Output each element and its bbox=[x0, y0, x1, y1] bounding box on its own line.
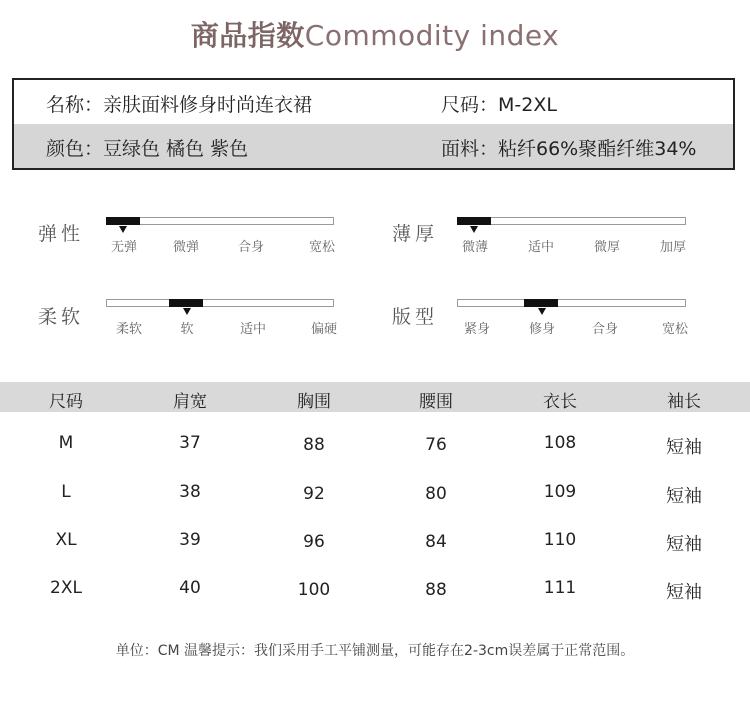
measurement-note: 单位：CM 温馨提示：我们采用手工平铺测量，可能存在2-3cm误差属于正常范围。 bbox=[115, 643, 635, 659]
table-cell-length: 109 bbox=[543, 482, 577, 502]
scale-thickness-label: 加厚 bbox=[659, 240, 687, 255]
scale-fit-label: 合身 bbox=[591, 322, 619, 337]
table-cell-bust: 100 bbox=[297, 580, 331, 600]
table-cell-sleeve: 短袖 bbox=[666, 486, 702, 507]
table-cell-size: XL bbox=[55, 530, 77, 550]
header-size: 尺码 bbox=[49, 392, 83, 412]
scale-thickness-label: 微薄 bbox=[461, 240, 489, 255]
product-info-box bbox=[12, 78, 735, 170]
scale-elasticity-label: 合身 bbox=[237, 240, 265, 255]
table-cell-size: L bbox=[61, 482, 71, 502]
page-title bbox=[0, 14, 750, 54]
info-row-1 bbox=[14, 80, 733, 124]
scale-elasticity-name: 弹性 bbox=[38, 223, 85, 245]
size-table-header bbox=[0, 382, 750, 412]
scale-thickness-bar bbox=[457, 217, 686, 225]
scale-softness-label: 偏硬 bbox=[310, 322, 338, 337]
scale-softness-label: 软 bbox=[180, 322, 194, 337]
scale-thickness-fill bbox=[457, 217, 491, 225]
scale-elasticity-label: 宽松 bbox=[308, 240, 336, 255]
scale-softness-label: 适中 bbox=[239, 322, 267, 337]
scale-softness-label: 柔软 bbox=[115, 322, 143, 337]
title-english: Commodity index bbox=[304, 19, 560, 52]
scale-elasticity-label: 无弹 bbox=[110, 240, 138, 255]
scale-elasticity-marker bbox=[119, 226, 127, 233]
scale-fit-label: 修身 bbox=[528, 322, 556, 337]
table-cell-shoulder: 37 bbox=[179, 433, 201, 453]
table-cell-shoulder: 40 bbox=[179, 578, 201, 598]
header-sleeve: 袖长 bbox=[667, 392, 701, 412]
scale-thickness-name: 薄厚 bbox=[392, 223, 439, 245]
scale-softness-fill bbox=[169, 299, 203, 307]
scale-elasticity-fill bbox=[106, 217, 140, 225]
scale-elasticity-label: 微弹 bbox=[172, 240, 200, 255]
table-cell-bust: 96 bbox=[303, 532, 325, 552]
scale-elasticity-bar bbox=[106, 217, 334, 225]
scale-softness-name: 柔软 bbox=[38, 306, 85, 328]
table-cell-length: 108 bbox=[543, 433, 577, 453]
table-cell-waist: 88 bbox=[425, 580, 447, 600]
scale-thickness-marker bbox=[470, 226, 478, 233]
table-cell-bust: 88 bbox=[303, 435, 325, 455]
table-cell-waist: 76 bbox=[425, 435, 447, 455]
scale-fit-bar bbox=[457, 299, 686, 307]
table-cell-sleeve: 短袖 bbox=[666, 534, 702, 555]
scale-fit-name: 版型 bbox=[392, 306, 439, 328]
table-cell-length: 110 bbox=[543, 530, 577, 550]
product-colors: 颜色：豆绿色 橘色 紫色 bbox=[46, 138, 249, 160]
table-cell-size: M bbox=[58, 433, 74, 453]
table-cell-sleeve: 短袖 bbox=[666, 582, 702, 603]
header-bust: 胸围 bbox=[297, 392, 331, 412]
table-cell-waist: 80 bbox=[425, 484, 447, 504]
scale-thickness-label: 适中 bbox=[527, 240, 555, 255]
table-cell-waist: 84 bbox=[425, 532, 447, 552]
table-cell-size: 2XL bbox=[50, 578, 82, 598]
header-shoulder: 肩宽 bbox=[173, 392, 207, 412]
title-chinese: 商品指数 bbox=[190, 19, 305, 52]
scale-softness-marker bbox=[183, 308, 191, 315]
scale-fit-label: 紧身 bbox=[463, 322, 491, 337]
product-fabric: 面料：粘纤66%聚酯纤维34% bbox=[441, 138, 697, 160]
info-row-2 bbox=[14, 124, 733, 168]
scale-fit-label: 宽松 bbox=[661, 322, 689, 337]
product-name: 名称：亲肤面料修身时尚连衣裙 bbox=[46, 94, 313, 116]
table-cell-shoulder: 39 bbox=[179, 530, 201, 550]
table-cell-length: 111 bbox=[543, 578, 577, 598]
scale-fit-marker bbox=[538, 308, 546, 315]
table-cell-sleeve: 短袖 bbox=[666, 437, 702, 458]
scale-softness-bar bbox=[106, 299, 334, 307]
scale-thickness-label: 微厚 bbox=[593, 240, 621, 255]
table-cell-bust: 92 bbox=[303, 484, 325, 504]
scale-fit-fill bbox=[524, 299, 558, 307]
table-cell-shoulder: 38 bbox=[179, 482, 201, 502]
product-size-range: 尺码：M-2XL bbox=[441, 94, 557, 116]
header-waist: 腰围 bbox=[419, 392, 453, 412]
header-length: 衣长 bbox=[543, 392, 577, 412]
